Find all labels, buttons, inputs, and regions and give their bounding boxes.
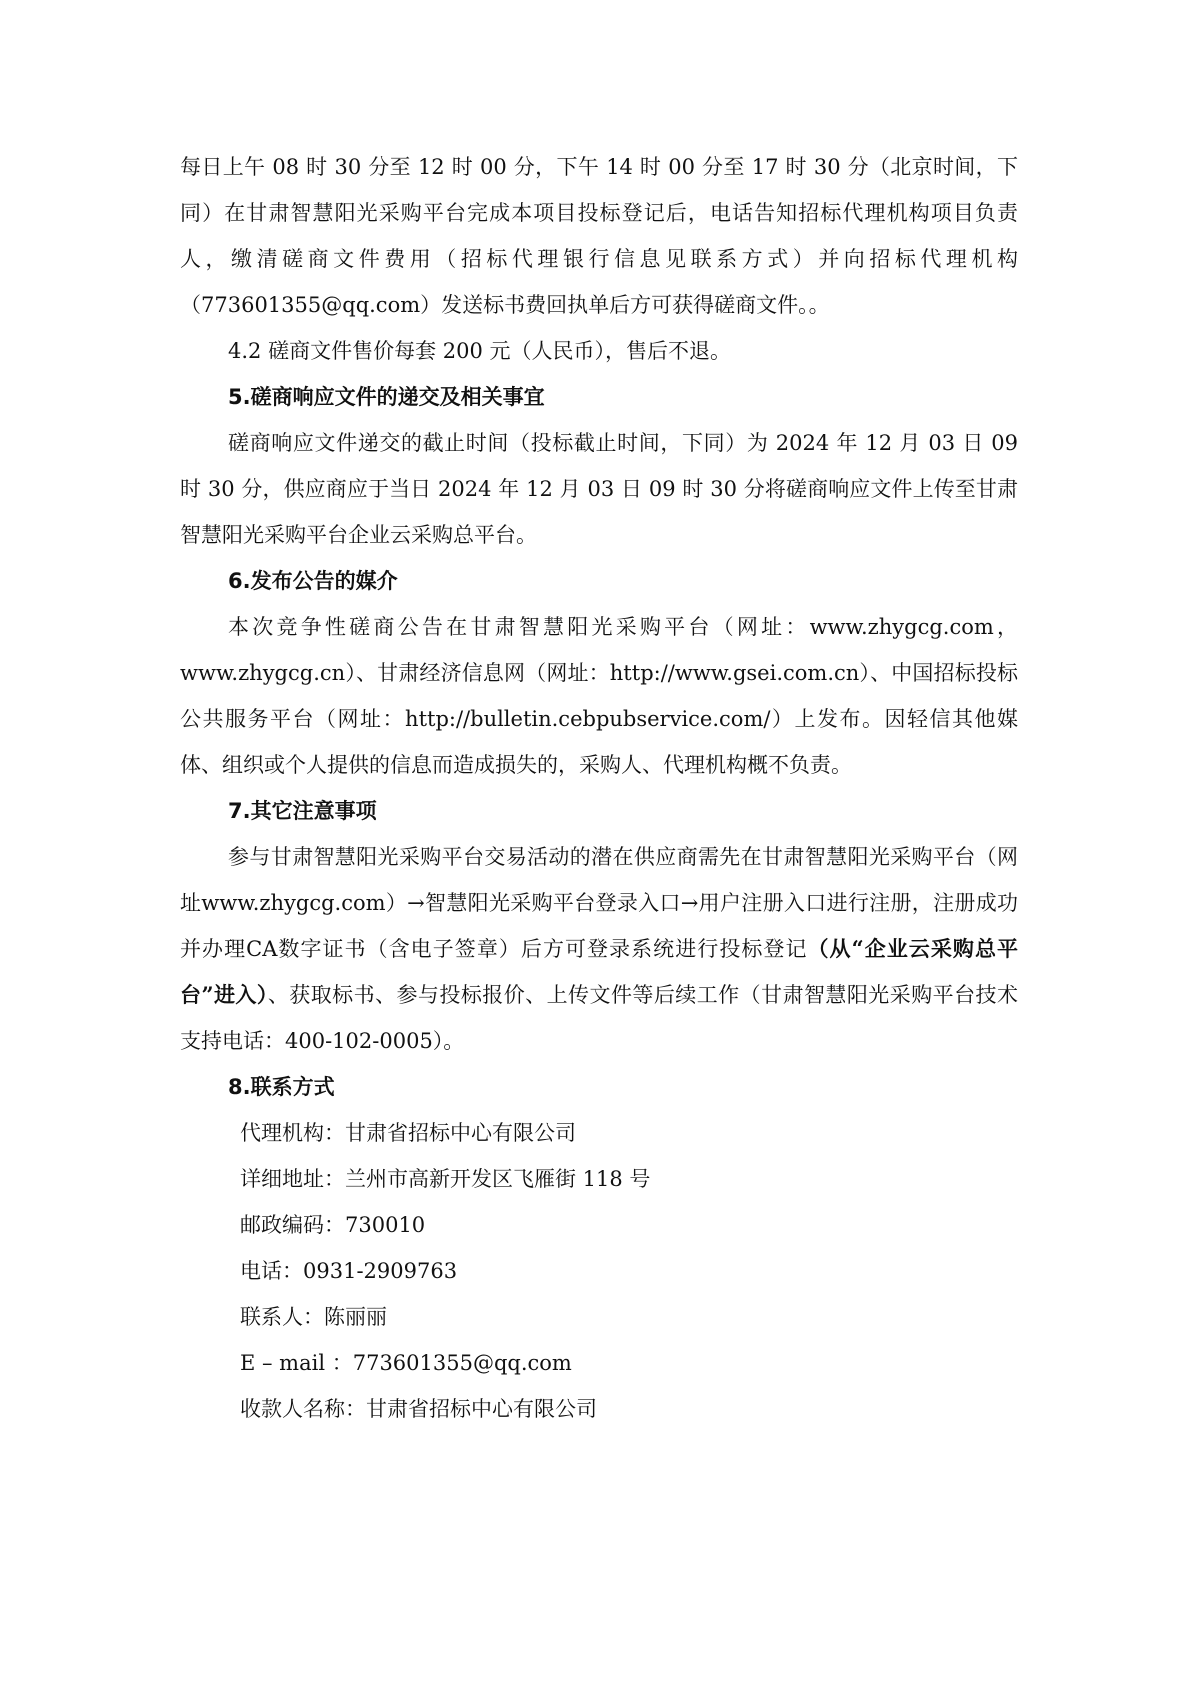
section-8-title: 8.联系方式 xyxy=(228,1075,335,1099)
section-6-text: 本次竞争性磋商公告在甘肃智慧阳光采购平台（网址：www.zhygcg.com，www.zhygcg.cn）、甘肃经济信息网（网址：http://www.gsei.com.cn）、中国招标投标公共服务平台（网址：http://bulletin.cebpubservice.com/）上发布。因轻信其他媒体、组织或个人提供的信息而造成损失的，采购人、代理机构概不负责。 xyxy=(180,615,1018,777)
contact-phone: 电话：0931-2909763 xyxy=(240,1259,458,1283)
section-7-text-b: 、获取标书、参与投标报价、上传文件等后续工作（甘肃智慧阳光采购平台技术支持电话：400-102-0005）。 xyxy=(180,983,1018,1053)
contact-postcode: 邮政编码：730010 xyxy=(240,1213,426,1237)
contact-address: 详细地址：兰州市高新开发区飞雁街 118 号 xyxy=(240,1167,651,1191)
section-7-text-a: 参与甘肃智慧阳光采购平台交易活动的潜在供应商需先在甘肃智慧阳光采购平台（网址www.zhygcg.com）→智慧阳光采购平台登录入口→用户注册入口进行注册，注册成功并办理CA数字证书（含电子签章）后方可登录系统进行投标登记 xyxy=(180,845,1018,961)
section-7-text-bold: （从“企业云采购总平台”进入） xyxy=(180,936,1018,1007)
contact-agency: 代理机构：甘肃省招标中心有限公司 xyxy=(240,1121,576,1145)
contact-payee: 收款人名称：甘肃省招标中心有限公司 xyxy=(240,1397,597,1421)
section-7-text xyxy=(180,834,1018,1064)
section-5-title: 5.磋商响应文件的递交及相关事宜 xyxy=(228,385,545,409)
document-page xyxy=(180,144,1018,1432)
price-paragraph: 4.2 磋商文件售价每套 200 元（人民币），售后不退。 xyxy=(228,339,732,363)
contact-email: E – mail ：773601355@qq.com xyxy=(240,1351,572,1375)
section-5-text: 磋商响应文件递交的截止时间（投标截止时间，下同）为 2024 年 12 月 03 日 09 时 30 分，供应商应于当日 2024 年 12 月 03 日 09 时 30 分将磋商响应文件上传至甘肃智慧阳光采购平台企业云采购总平台。 xyxy=(180,431,1018,547)
section-6-title: 6.发布公告的媒介 xyxy=(228,569,398,593)
section-7-title: 7.其它注意事项 xyxy=(228,799,377,823)
contact-person: 联系人：陈丽丽 xyxy=(240,1305,387,1329)
intro-paragraph: 每日上午 08 时 30 分至 12 时 00 分，下午 14 时 00 分至 17 时 30 分（北京时间，下同）在甘肃智慧阳光采购平台完成本项目投标登记后，电话告知招标代理机构项目负责人，缴清磋商文件费用（招标代理银行信息见联系方式）并向招标代理机构（773601355@qq.com）发送标书费回执单后方可获得磋商文件。。 xyxy=(180,155,1018,317)
